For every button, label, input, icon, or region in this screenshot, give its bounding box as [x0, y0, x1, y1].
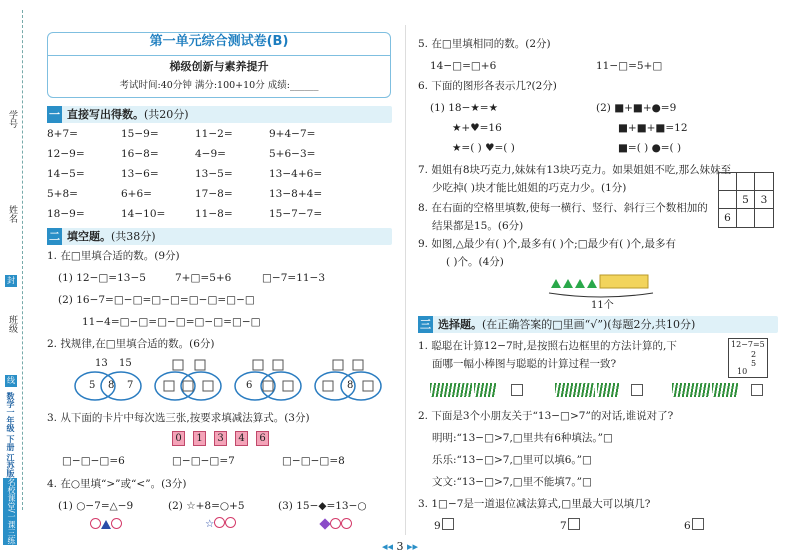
c1-box-eq: 12−7=5	[731, 340, 765, 349]
series-brand: 名校课堂/一课三练	[3, 478, 17, 545]
c3-option-c[interactable]	[684, 518, 705, 532]
calc-item: 13−6=	[121, 168, 159, 180]
c2-option-b[interactable]: 乐乐:“13−□>7,□里可以填6。”□	[432, 454, 592, 466]
calc-item: 12−9=	[47, 148, 85, 160]
stick-figure-b2	[597, 383, 619, 397]
page-subtitle: 梯级创新与素养提升	[169, 60, 269, 73]
card: 0	[172, 431, 185, 446]
title-box	[47, 32, 391, 98]
q6-c: ★+♥=16	[452, 122, 502, 134]
section-2-score: (共38分)	[111, 230, 156, 243]
calc-item: 5+8=	[47, 188, 78, 200]
q2-2-top-1: 13	[95, 358, 108, 369]
q2-1-3: 11−4=□−□=□−□=□−□=□−□	[82, 316, 261, 328]
c1-method-box	[728, 338, 768, 378]
q6-prompt: 6. 下面的图形各表示几?(2分)	[418, 80, 557, 92]
card: 4	[235, 431, 248, 446]
c3-option-a-label: 9	[434, 520, 441, 532]
calc-item: 15−7−7=	[269, 208, 323, 220]
q2-4-answer-a	[90, 518, 122, 531]
q7-line2: 少吃掉( )块才能比姐姐的巧克力少。(1分)	[432, 182, 627, 194]
label-class: 班级	[7, 315, 17, 333]
section-3-title: 选择题。	[438, 318, 482, 331]
grid-cell[interactable]	[755, 209, 773, 227]
stick-figure-c	[672, 383, 710, 397]
q9-line2: ( )个。(4分)	[446, 256, 504, 268]
section-3-header	[418, 316, 778, 333]
q5-a: 14−□=□+6	[430, 60, 497, 72]
calc-item: 15−9=	[121, 128, 159, 140]
q2-1-2: (2) 16−7=□−□=□−□=□−□=□−□	[58, 294, 255, 306]
number-cards	[172, 431, 277, 446]
q2-1-prompt: 1. 在□里填合适的数。(9分)	[47, 250, 180, 262]
q2-2-n3: 7	[127, 380, 134, 391]
c1-line1: 1. 聪聪在计算12−7时,是按照右边框里的方法计算的,下	[418, 340, 677, 352]
calc-item: 11−8=	[195, 208, 233, 220]
grid-cell: 3	[755, 191, 773, 209]
c3-option-a-checkbox[interactable]	[442, 518, 454, 530]
q2-3-eq1: □−□−□=6	[62, 455, 125, 467]
grid-cell: 5	[737, 191, 755, 209]
q2-1-a: (1) 12−□=13−5	[58, 272, 146, 284]
grid-cell[interactable]	[737, 173, 755, 191]
q2-2-prompt: 2. 找规律,在□里填合适的数。(6分)	[47, 338, 215, 350]
section-1-title: 直接写出得数。	[67, 108, 144, 121]
q2-4-prompt: 4. 在○里填“>”或“<”。(3分)	[47, 478, 187, 490]
option-b-checkbox[interactable]	[631, 384, 643, 396]
q6-b: (2) ■+■+●=9	[596, 102, 677, 114]
section-2-header	[47, 228, 392, 245]
calc-item: 14−5=	[47, 168, 85, 180]
c3-prompt: 3. 1□−7是一道退位减法算式,□里最大可以填几?	[418, 498, 651, 510]
stick-figure-a2	[474, 383, 496, 397]
q5-prompt: 5. 在□里填相同的数。(2分)	[418, 38, 551, 50]
q2-3-eq2: □−□−□=7	[172, 455, 235, 467]
calc-item: 13−5=	[195, 168, 233, 180]
card: 1	[193, 431, 206, 446]
q2-3-prompt: 3. 从下面的卡片中每次选三张,按要求填减法算式。(3分)	[47, 412, 310, 424]
series-subject: 数学一年级 下册 江苏版	[6, 392, 15, 478]
section-1-number: 一	[49, 108, 60, 121]
calc-item: 11−2=	[195, 128, 233, 140]
q2-4-answer-c	[320, 518, 352, 531]
section-2-title: 填空题。	[67, 230, 111, 243]
stick-figure-c2	[712, 383, 738, 397]
q9-caption: 11个	[591, 300, 614, 311]
q2-2-n2: 8	[108, 380, 115, 391]
grid-cell[interactable]	[719, 173, 737, 191]
label-name: 姓名	[7, 205, 17, 223]
q2-4-b: (2) ☆+8=○+5	[168, 500, 245, 512]
q2-2-top-2: 15	[119, 358, 132, 369]
calc-item: 13−4+6=	[269, 168, 323, 180]
c3-option-b-checkbox[interactable]	[568, 518, 580, 530]
calc-item: 18−9=	[47, 208, 85, 220]
q2-1-b: 7+□=5+6	[175, 272, 232, 284]
calc-item: 5+6−3=	[269, 148, 316, 160]
grid-cell[interactable]	[719, 191, 737, 209]
q6-a: (1) 18−★=★	[430, 102, 498, 114]
section-1-score: (共20分)	[144, 108, 189, 121]
card: 3	[214, 431, 227, 446]
q2-3-eq3: □−□−□=8	[282, 455, 345, 467]
calc-item: 17−8=	[195, 188, 233, 200]
label-number: 学号	[7, 110, 17, 128]
c1-box-n3: 10	[737, 367, 748, 376]
section-3-number: 三	[420, 318, 431, 331]
exam-info: 考试时间:40分钟 满分:100+10分 成绩:______	[119, 80, 319, 91]
stick-figure-a	[430, 383, 472, 397]
q8-line1: 8. 在右面的空格里填数,使每一横行、竖行、斜行三个数相加的	[418, 202, 708, 214]
c2-option-c[interactable]: 文文:“13−□>7,□里不能填7。”□	[432, 476, 592, 488]
grid-cell[interactable]	[755, 173, 773, 191]
page-number: ◂◂ 3 ▸▸	[381, 540, 419, 553]
page-number-value: 3	[396, 540, 404, 553]
q6-d: ■+■+■=12	[618, 122, 688, 134]
q6-e: ★=( ) ♥=( )	[452, 142, 515, 154]
stick-figure-b	[555, 383, 595, 397]
section-2-number: 二	[49, 230, 60, 243]
calc-item: 16−8=	[121, 148, 159, 160]
calc-item: 4−9=	[195, 148, 226, 160]
q2-4-c: (3) 15−◆=13−○	[278, 500, 367, 512]
card: 6	[256, 431, 269, 446]
c2-prompt: 2. 下面是3个小朋友关于“13−□>7”的对话,谁说对了?	[418, 410, 674, 422]
q2-2-n5: 8	[347, 380, 354, 391]
c1-box-n1: 2	[751, 350, 757, 359]
option-a-checkbox[interactable]	[511, 384, 523, 396]
q8-line2: 结果都是15。(6分)	[432, 220, 524, 232]
c3-option-a[interactable]	[434, 518, 455, 532]
q2-4-a: (1) ○−7=△−9	[58, 500, 134, 512]
section-3-score: (在正确答案的□里画“√”)(每题2分,共10分)	[482, 318, 696, 331]
grid-cell: 6	[719, 209, 737, 227]
grid-cell[interactable]	[737, 209, 755, 227]
c2-option-a[interactable]: 明明:“13−□>7,□里共有6种填法。”□	[432, 432, 613, 444]
q5-b: 11−□=5+□	[596, 60, 663, 72]
calc-item: 8+7=	[47, 128, 78, 140]
c3-option-b[interactable]	[560, 518, 581, 532]
calc-item: 13−8+4=	[269, 188, 323, 200]
q2-4-answer-b: ☆	[205, 517, 236, 530]
q2-2-n4: 6	[246, 380, 253, 391]
c3-option-c-checkbox[interactable]	[692, 518, 704, 530]
left-sidebar: 学号 姓名 封 班级 线 数学一年级 下册 江苏版 名校课堂/一课三练	[0, 0, 30, 555]
q9-line1: 9. 如图,△最少有( )个,最多有( )个;□最少有( )个,最多有	[418, 238, 676, 250]
magic-square-grid	[718, 172, 774, 228]
c3-option-c-label: 6	[684, 520, 691, 532]
option-c-checkbox[interactable]	[751, 384, 763, 396]
c1-line2: 面哪一幅小棒图与聪聪的计算过程一致?	[432, 358, 617, 370]
calc-item: 14−10=	[121, 208, 166, 220]
c1-box-n2: 5	[751, 359, 757, 368]
calc-item: 9+4−7=	[269, 128, 316, 140]
c3-option-b-label: 7	[560, 520, 567, 532]
q2-1-c: □−7=11−3	[262, 272, 326, 284]
section-1-header	[47, 106, 392, 123]
page-title: 第一单元综合测试卷(B)	[149, 34, 289, 49]
q6-f: ■=( ) ●=( )	[618, 142, 682, 154]
q2-2-n1: 5	[89, 380, 96, 391]
calc-item: 6+6=	[121, 188, 152, 200]
q7-line1: 7. 姐姐有8块巧克力,妹妹有13块巧克力。如果姐姐不吃,那么妹妹至	[418, 164, 732, 176]
